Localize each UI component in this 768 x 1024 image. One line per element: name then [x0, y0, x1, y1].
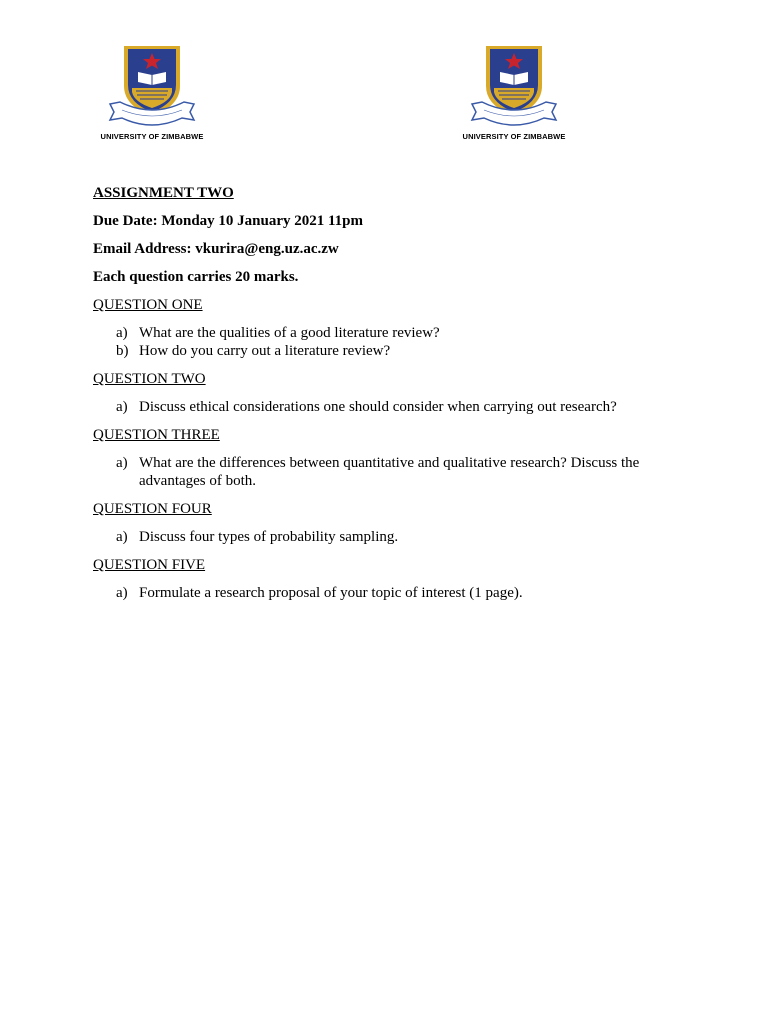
university-name-caption: UNIVERSITY OF ZIMBABWE [462, 132, 566, 141]
assignment-title: ASSIGNMENT TWO [93, 185, 234, 201]
item-marker: a) [116, 399, 128, 415]
item-marker: a) [116, 529, 128, 545]
question-items [93, 398, 683, 416]
question-heading: QUESTION FOUR [93, 501, 212, 517]
question-item [93, 528, 683, 546]
question-item [93, 584, 683, 602]
item-text: Discuss ethical considerations one should consider when carrying out research? [139, 399, 617, 415]
marks-note: Each question carries 20 marks. [93, 269, 299, 285]
item-text: Discuss four types of probability sampling. [139, 529, 399, 545]
question-heading: QUESTION ONE [93, 297, 203, 313]
item-marker: b) [116, 343, 129, 359]
question-items [93, 528, 683, 546]
item-marker: a) [116, 585, 128, 601]
email-address: Email Address: vkurira@eng.uz.ac.zw [93, 241, 339, 257]
item-text: What are the differences between quantitative and qualitative research? Discuss the advantages of both. [139, 455, 640, 489]
university-crest-icon [452, 42, 576, 132]
item-text: Formulate a research proposal of your topic of interest (1 page). [139, 585, 523, 601]
question-item [93, 324, 683, 342]
question-item [93, 454, 683, 490]
university-logo-left [90, 42, 214, 146]
item-text: How do you carry out a literature review? [139, 343, 391, 359]
item-text: What are the qualities of a good literature review? [139, 325, 440, 341]
question-heading: QUESTION THREE [93, 427, 220, 443]
question-item [93, 398, 683, 416]
item-marker: a) [116, 325, 128, 341]
university-name-caption: UNIVERSITY OF ZIMBABWE [100, 132, 204, 141]
item-marker: a) [116, 455, 128, 471]
university-logo-right [452, 42, 576, 146]
assignment-document [93, 184, 683, 612]
university-crest-icon [90, 42, 214, 132]
question-heading: QUESTION FIVE [93, 557, 206, 573]
question-items [93, 584, 683, 602]
due-date: Due Date: Monday 10 January 2021 11pm [93, 213, 364, 229]
question-items [93, 454, 683, 490]
question-items [93, 324, 683, 360]
question-heading: QUESTION TWO [93, 371, 206, 387]
question-item [93, 342, 683, 360]
